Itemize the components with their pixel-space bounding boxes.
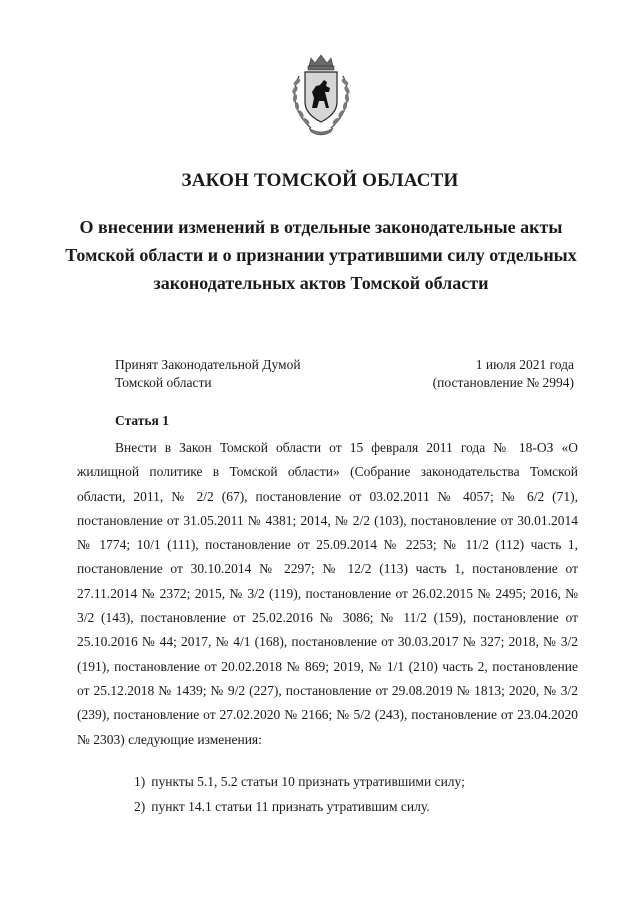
list-item [134,799,430,815]
article-body: Внести в Закон Томской области от 15 февраля 2011 года № 18-ОЗ «О жилищной политике в Томской области» (Собрание законодательства Томской области, 2011, № 2/2 (67), постановление от 03.02.2011 № 4057; № 6/2 (71), постановление от 31.05.2011 № 4381; 2014, № 2/2 (103), постановление от 30.01.2014 № 1774; 10/1 (111), постановление от 25.09.2014 № 2253; № 11/2 (112) часть 1, постановление от 30.10.2014 № 2297; № 12/2 (113) часть 1, постановление от 27.11.2014 № 2372; 2015, № 3/2 (119), постановление от 26.02.2015 № 2495; 2016, № 3/2 (143), постановление от 25.02.2016 № 3086; № 11/2 (159), постановление от 25.10.2016 № 44; 2017, № 4/1 (168), постановление от 30.03.2017 № 327; 2018, № 3/2 (191), постановление от 20.02.2018 № 869; 2019, № 1/1 (210) часть 2, постановление от 25.12.2018 № 1439; № 9/2 (227), постановление от 29.08.2019 № 1813; 2020, № 3/2 (239), постановление от 27.02.2020 № 2166; № 5/2 (243), постановление от 23.04.2020 № 2303) следующие изменения: [77,440,578,747]
article-heading: Статья 1 [115,413,169,428]
list-item-text: пункт 14.1 статьи 11 признать утратившим силу. [151,799,430,814]
tomsk-region-coat-of-arms-icon [285,52,357,138]
adoption-resolution: (постановление № 2994) [432,375,574,390]
adoption-authority [115,356,301,392]
list-item-text: пункты 5.1, 5.2 статьи 10 признать утратившими силу; [151,774,465,789]
list-item [134,774,465,790]
law-title: ЗАКОН ТОМСКОЙ ОБЛАСТИ [181,170,459,191]
list-item-number: 2) [134,799,146,814]
adoption-date-block [433,356,574,392]
law-subtitle: О внесении изменений в отдельные законодательные акты Томской области и о признании утратившими силу отдельных законодательных актов Томской области [65,217,577,293]
adoption-authority-line2: Томской области [115,375,212,390]
list-item-number: 1) [134,774,146,789]
adoption-date: 1 июля 2021 года [475,357,574,372]
adoption-authority-line1: Принят Законодательной Думой [115,357,301,372]
